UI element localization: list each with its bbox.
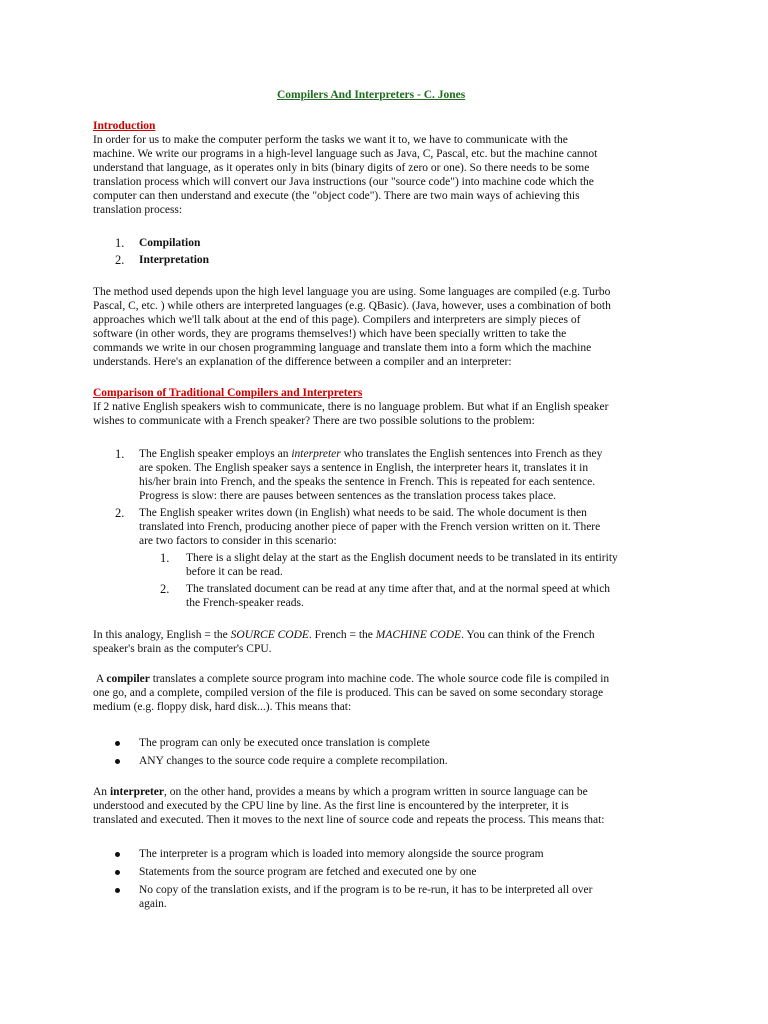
text-line	[139, 447, 602, 461]
bold-term: interpreter	[109, 786, 165, 798]
text-line: The translated document can be read at any time after that, and at the normal speed at which	[186, 583, 611, 595]
list-item-text: ANY changes to the source code require a complete recompilation.	[139, 755, 448, 767]
text-line: In order for us to make the computer perform the tasks we want it to, we have to communicate with the	[93, 134, 568, 146]
text-line: translation process which will convert our Java instructions (our "source code") into machine code which the	[93, 176, 594, 188]
text-line	[93, 628, 678, 642]
text-line: are two factors to consider in this scenario:	[139, 535, 337, 547]
text-line: software (in other words, they are programs themselves!) which have been specially written to take the	[93, 328, 567, 340]
bullet-icon	[115, 870, 120, 875]
text-line: his/her brain into French, and the speaks the sentence in French. This is repeated for each sentence.	[139, 476, 596, 488]
list-item-text: Interpretation	[139, 254, 210, 266]
list-number: 1.	[115, 236, 125, 250]
text-line: commands we write in our chosen programming language and translate them into a form which the machine	[93, 342, 592, 354]
emphasis-text: interpreter	[291, 448, 341, 460]
text-line: If 2 native English speakers wish to communicate, there is no language problem. But what if an English speaker	[93, 401, 609, 413]
emphasis-text: MACHINE CODE	[375, 629, 462, 641]
bullet-icon	[115, 888, 120, 893]
list-item-text	[186, 551, 618, 579]
text-line: machine. We write our programs in a high-level language such as Java, C, Pascal, etc. but the machine cannot	[93, 148, 598, 160]
text-line: medium (e.g. floppy disk, hard disk...). This means that:	[93, 701, 352, 713]
text-span: who translates the English sentences into French as they	[340, 448, 603, 460]
text-span: translates a complete source program into machine code. The whole source code file is compiled in	[149, 673, 610, 685]
text-line: Progress is slow: there are pauses between sentences as the translation process takes place.	[139, 490, 557, 502]
text-line: translation process:	[93, 204, 183, 216]
bullet-icon	[115, 852, 120, 857]
list-number: 1.	[160, 551, 170, 565]
list-item-text	[186, 582, 610, 610]
introduction-paragraph	[93, 133, 678, 217]
analogy-paragraph	[93, 628, 678, 656]
text-span: The English speaker employs an	[139, 448, 292, 460]
list-number: 2.	[115, 253, 125, 267]
emphasis-text: SOURCE CODE	[230, 629, 309, 641]
comparison-heading: Comparison of Traditional Compilers and Interpreters	[93, 387, 363, 399]
text-span: binary digits of zero or one). So there needs to be some	[335, 162, 590, 174]
text-line: The English speaker writes down (in English) what needs to be said. The whole document is then	[139, 507, 587, 519]
list-item-text	[139, 447, 602, 503]
text-span: In this analogy, English = the	[93, 629, 231, 641]
interpreter-paragraph	[93, 785, 678, 827]
list-item-text: Statements from the source program are fetched and executed one by one	[139, 866, 477, 878]
bullet-icon	[115, 759, 120, 764]
list-item-text	[139, 506, 600, 548]
text-line	[93, 785, 678, 799]
bullet-icon	[115, 741, 120, 746]
text-line: The method used depends upon the high level language you are using. Some languages are compiled (e.g. Turbo	[93, 286, 611, 298]
document-title: Compilers And Interpreters - C. Jones	[277, 89, 466, 101]
method-paragraph	[93, 285, 678, 369]
text-line	[93, 161, 678, 175]
text-line: understood and executed by the CPU line by line. As the first line is encountered by the interpreter, it is	[93, 800, 569, 812]
bold-term: compiler	[106, 673, 150, 685]
text-span: An	[93, 786, 110, 798]
text-line: translated and executed. Then it moves to the next line of source code and repeats the process. This means that:	[93, 814, 605, 826]
comparison-paragraph	[93, 400, 678, 428]
list-item-text: The interpreter is a program which is loaded into memory alongside the source program	[139, 848, 544, 860]
text-line: before it can be read.	[186, 566, 283, 578]
compiler-paragraph	[93, 672, 678, 714]
text-line: translated into French, producing another piece of paper with the French version written on it. There	[139, 521, 601, 533]
text-line	[93, 672, 678, 686]
list-item-text: Compilation	[139, 237, 201, 249]
list-item-text: The program can only be executed once translation is complete	[139, 737, 430, 749]
text-span: understand that language, as it operates only in bits (	[93, 162, 336, 174]
text-line: again.	[139, 898, 167, 910]
text-line: speaker's brain as the computer's CPU.	[93, 643, 272, 655]
text-line: Pascal, C, etc. ) while others are interpreted languages (e.g. QBasic). (Java, however, uses a combination of both	[93, 300, 611, 312]
text-line: understands. Here's an explanation of the difference between a compiler and an interpreter:	[93, 356, 512, 368]
text-line: approaches which we'll talk about at the end of this page). Compilers and interpreters are simply pieces of	[93, 314, 581, 326]
text-span: . French = the	[308, 629, 376, 641]
list-number: 1.	[115, 447, 125, 461]
list-number: 2.	[160, 582, 170, 596]
text-line: wishes to communicate with a French speaker? There are two possible solutions to the problem:	[93, 415, 535, 427]
list-number: 2.	[115, 506, 125, 520]
text-span: . You can think of the French	[461, 629, 595, 641]
text-span: , on the other hand, provides a means by which a program written in source language can be	[164, 786, 588, 798]
list-item-text	[139, 883, 592, 911]
text-span: A	[95, 673, 107, 685]
text-line: one go, and a complete, compiled version of the file is produced. This can be saved on some secondary storage	[93, 687, 604, 699]
introduction-heading: Introduction	[93, 120, 156, 132]
text-line: the French-speaker reads.	[186, 597, 304, 609]
text-line: There is a slight delay at the start as the English document needs to be translated in its entirity	[186, 552, 618, 564]
text-line: are spoken. The English speaker says a sentence in English, the interpreter hears it, translates it in	[139, 462, 589, 474]
text-line: No copy of the translation exists, and if the program is to be re-run, it has to be interpreted all over	[139, 884, 593, 896]
text-line: computer can then understand and execute (the "object code"). There are two main ways of achieving this	[93, 190, 580, 202]
